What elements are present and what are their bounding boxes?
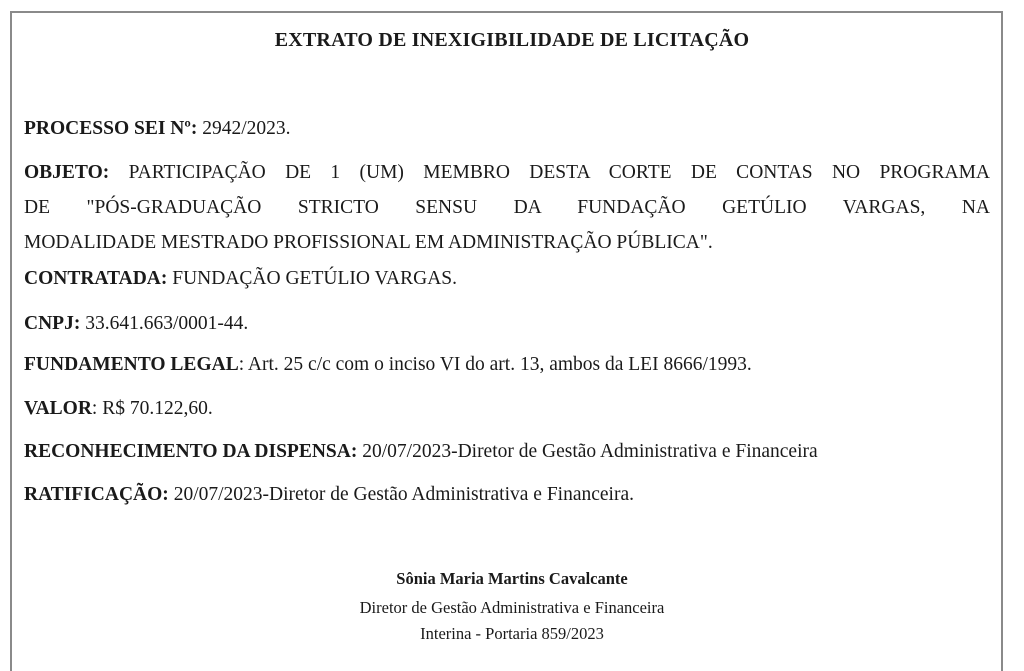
processo-value: 2942/2023.	[197, 118, 291, 139]
objeto-line-1: OBJETO: PARTICIPAÇÃO DE 1 (UM) MEMBRO DESTA CORTE DE CONTAS NO PROGRAMA	[24, 162, 990, 183]
signatory-role: Diretor de Gestão Administrativa e Financeira	[359, 598, 665, 617]
fundamento-label: FUNDAMENTO LEGAL	[24, 354, 239, 375]
ratificacao-label: RATIFICAÇÃO:	[24, 484, 169, 505]
cnpj-field	[24, 313, 248, 335]
fundamento-value: : Art. 25 c/c com o inciso VI do art. 13, ambos da LEI 8666/1993.	[238, 354, 752, 375]
valor-value: : R$ 70.122,60.	[91, 398, 213, 419]
fundamento-field	[24, 354, 752, 376]
contratada-value: FUNDAÇÃO GETÚLIO VARGAS.	[167, 268, 457, 289]
contratada-label: CONTRATADA:	[24, 268, 168, 289]
objeto-line-3: MODALIDADE MESTRADO PROFISSIONAL EM ADMINISTRAÇÃO PÚBLICA".	[24, 232, 713, 253]
document-title: EXTRATO DE INEXIGIBILIDADE DE LICITAÇÃO	[274, 29, 750, 51]
reconhecimento-field	[24, 441, 818, 463]
ratificacao-value: 20/07/2023-Diretor de Gestão Administrativa e Financeira.	[168, 484, 634, 505]
contratada-field	[24, 268, 457, 290]
reconhecimento-label: RECONHECIMENTO DA DISPENSA:	[24, 441, 358, 462]
objeto-field	[24, 155, 990, 260]
valor-field	[24, 398, 213, 420]
ratificacao-field	[24, 484, 634, 506]
cnpj-label: CNPJ:	[24, 313, 81, 334]
valor-label: VALOR	[24, 398, 92, 419]
objeto-line-2: DE "PÓS-GRADUAÇÃO STRICTO SENSU DA FUNDAÇÃO GETÚLIO VARGAS, NA	[24, 197, 990, 218]
cnpj-value: 33.641.663/0001-44.	[80, 313, 249, 334]
signatory-note: Interina - Portaria 859/2023	[420, 624, 604, 643]
reconhecimento-value: 20/07/2023-Diretor de Gestão Administrativa e Financeira	[357, 441, 818, 462]
signatory-name: Sônia Maria Martins Cavalcante	[396, 569, 628, 588]
objeto-label: OBJETO:	[24, 162, 110, 183]
processo-label: PROCESSO SEI Nº:	[24, 118, 198, 139]
processo-field	[24, 118, 290, 140]
